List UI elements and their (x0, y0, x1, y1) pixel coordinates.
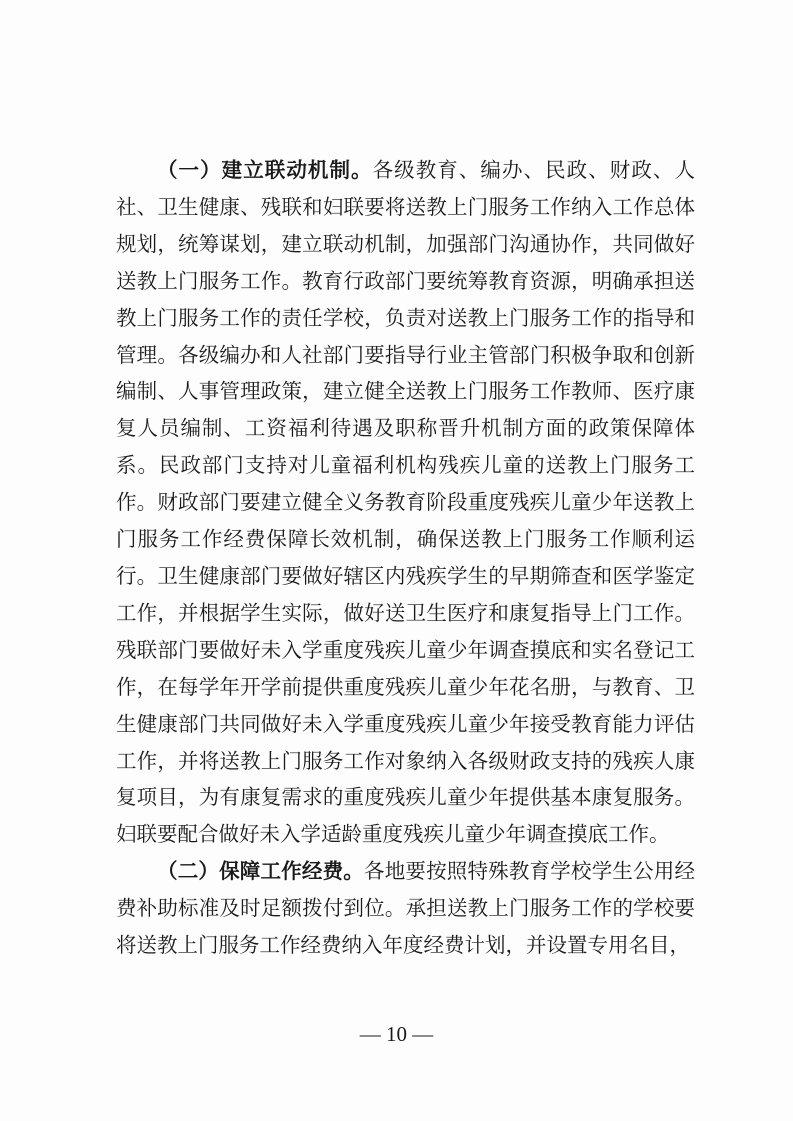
page-number: — 10 — (359, 1022, 434, 1046)
section-1-text: 各级教育、编办、民政、财政、人社、卫生健康、残联和妇联要将送教上门服务工作纳入工作总体规划，统筹谋划，建立联动机制，加强部门沟通协作，共同做好送教上门服务工作。教育行政部门要统筹教育资源，明确承担送教上门服务工作的责任学校，负责对送教上门服务工作的指导和管理。各级编办和人社部门要指导行业主管部门积极争取和创新编制、人事管理政策，建立健全送教上门服务工作教师、医疗康复人员编制、工资福利待遇及职称晋升机制方面的政策保障体系。民政部门支持对儿童福利机构残疾儿童的送教上门服务工作。财政部门要建立健全义务教育阶段重度残疾儿童少年送教上门服务工作经费保障长效机制，确保送教上门服务工作顺利运行。卫生健康部门要做好辖区内残疾学生的早期筛查和医学鉴定工作，并根据学生实际，做好送卫生医疗和康复指导上门工作。残联部门要做好未入学重度残疾儿童少年调查摸底和实名登记工作，在每学年开学前提供重度残疾儿童少年花名册，与教育、卫生健康部门共同做好未入学重度残疾儿童少年接受教育能力评估工作，并将送教上门服务工作对象纳入各级财政支持的残疾人康复项目，为有康复需求的重度残疾儿童少年提供基本康复服务。妇联要配合做好未入学适龄重度残疾儿童少年调查摸底工作。 (116, 158, 695, 847)
section-2-heading: （二）保障工作经费。 (157, 859, 364, 884)
section-2-text: 各地要按照特殊教育学校学生公用经费补助标准及时足额拨付到位。承担送教上门服务工作的学校要将送教上门服务工作经费纳入年度经费计划，并设置专用名目， (116, 859, 695, 958)
paragraph-section-2 (116, 853, 695, 964)
section-1-heading: （一）建立联动机制。 (157, 158, 373, 182)
document-body (116, 152, 695, 964)
paragraph-section-1 (116, 152, 695, 853)
